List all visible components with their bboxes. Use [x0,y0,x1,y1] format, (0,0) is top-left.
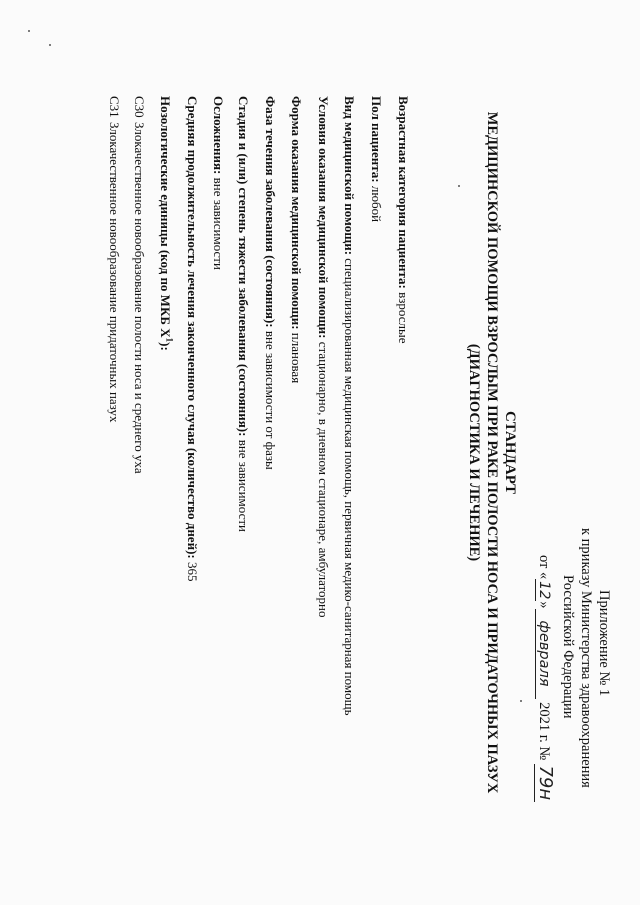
approval-from-prefix: от « [536,555,552,580]
item-care-form: Форма оказания медицинской помощи: плановая [289,96,304,384]
standard-subtitle: (ДИАГНОСТИКА И ЛЕЧЕНИЕ) [466,343,482,562]
item-nosological-units: Нозологические единицы (код по МКБ $X^1$): [157,96,174,351]
item-complications: Осложнения: вне зависимости [211,96,226,270]
standard-heading: СТАНДАРТ [502,410,518,495]
approval-number: 79н [535,765,556,801]
item-disease-phase: Фаза течения заболевания (состояния): вне зависимости от фазы [263,96,278,470]
approval-month: февраля [535,609,552,699]
scan-speck [28,30,30,32]
approval-appendix: Приложение № 1 [596,590,612,697]
item-sex: Пол пациента: любой [369,96,384,223]
item-care-conditions: Условия оказания медицинской помощи: стационарно, в дневном стационаре, амбулаторно [316,96,331,618]
approval-day: 12 [536,581,552,600]
item-treatment-duration: Средняя продолжительность лечения законченного случая (количество дней): 365 [185,96,200,582]
scan-speck [520,700,522,702]
code-row: C30Злокачественное новообразование полости носа и среднего уха [132,96,147,474]
item-disease-stage: Стадия и (или) степень тяжести заболевания (состояния): вне зависимости [236,96,251,532]
approval-month-sep: » [536,601,552,609]
item-age-category: Возрастная категория пациента: взрослые [396,96,411,344]
approval-federation-line: Российской Федерации [560,575,576,719]
scan-speck [458,185,460,187]
approval-date-line [534,555,556,802]
approval-order-line: к приказу Министерства здравоохранения [578,528,594,788]
code-row: C31Злокачественное новообразование придаточных пазух [107,96,122,423]
scan-speck [49,44,51,46]
item-care-type: Вид медицинской помощи: специализированная медицинская помощь, первичная медико-санитарная помощь [342,96,357,716]
standard-title: МЕДИЦИНСКОЙ ПОМОЩИ ВЗРОСЛЫМ ПРИ РАКЕ ПОЛОСТИ НОСА И ПРИДАТОЧНЫХ ПАЗУХ [484,111,500,794]
approval-year: 2021 г. № [536,702,552,761]
